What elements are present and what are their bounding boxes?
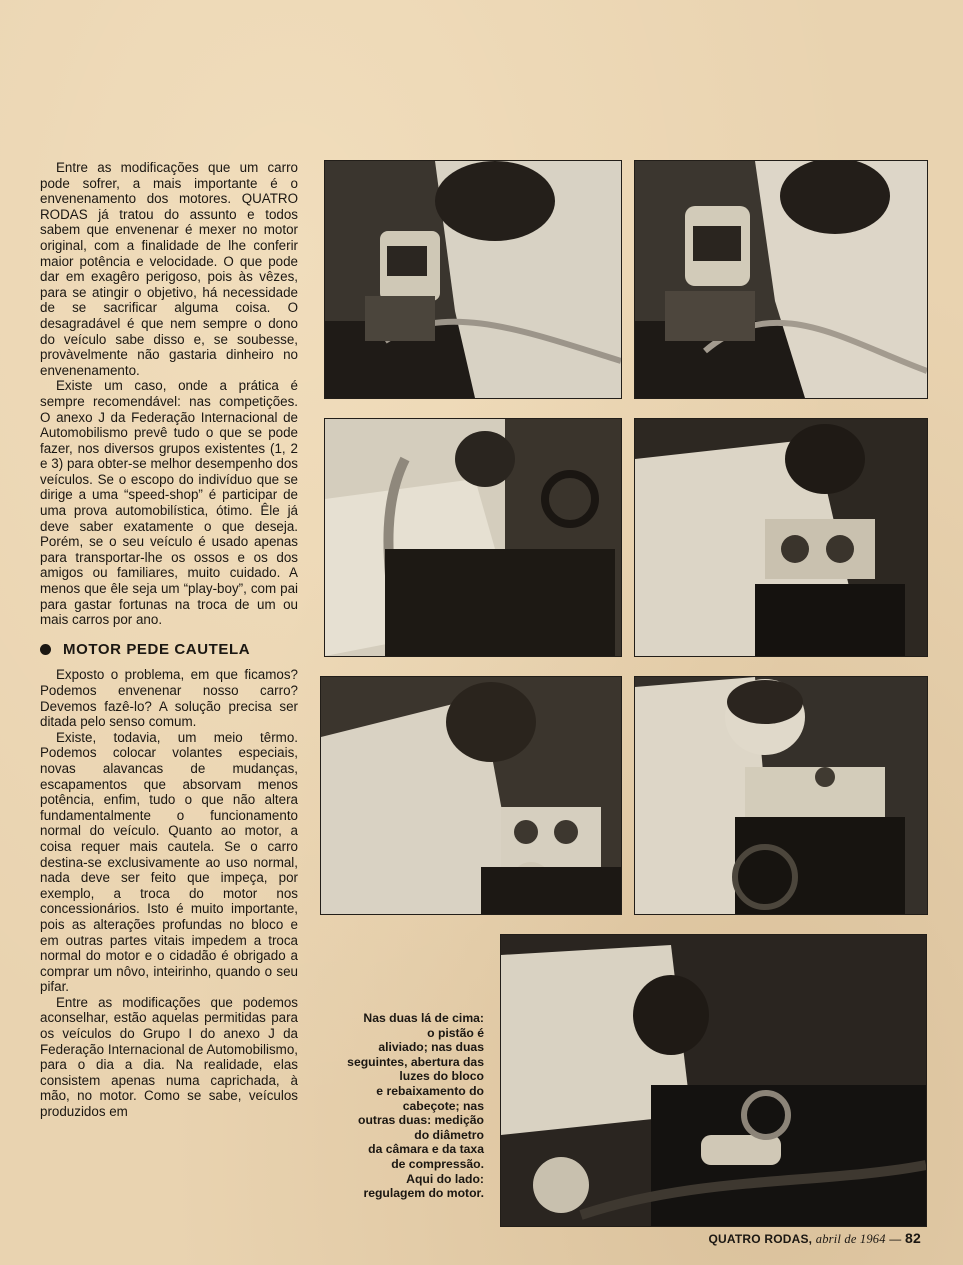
caption-line: Aqui do lado: [406,1171,484,1186]
photo-illustration [325,419,621,656]
caption-line: da câmara e da taxa [368,1142,484,1157]
photo-mechanic-block-ports [324,418,622,657]
photo-caption [318,1011,484,1201]
photo-illustration [635,677,927,914]
section-heading-text: MOTOR PEDE CAUTELA [63,640,251,658]
caption-line: seguintes, abertura das [347,1054,484,1069]
photo-mechanic-cylinder-head [634,418,928,657]
caption-line: outras duas: medição [358,1113,484,1128]
caption-line: de compressão. [391,1156,484,1171]
photo-mechanic-piston-1 [324,160,622,399]
caption-line: cabeçote; nas [402,1098,484,1113]
photo-illustration [635,419,927,656]
photo-mechanic-compression-ratio [634,676,928,915]
footer-separator: — [889,1232,902,1246]
article-paragraph: Existe um caso, onde a prática é sempre recomendável: nas competições. O anexo J da Federação Internacional de Automobilismo prevê tudo o que se pode fazer, nos diversos grupos existentes (1, 2 e 3) para obter-se melhor desempenho dos veículos. Se o escopo do indivíduo que se dirige a uma “speed-shop” é participar de uma prova automobilística, ótimo. Êle já deve saber exatamente o que deseja. Porém, se o seu veículo é usado apenas para transportar-lhe os ossos e os dos amigos ou familiares, muito cuidado. A menos que êle seja um “play-boy”, com pai para gastar fortunas na troca de um ou mais carros por ano. [40,378,298,628]
photo-mechanic-measuring-chamber [320,676,622,915]
caption-line: e rebaixamento do [376,1083,484,1098]
article-paragraph: Exposto o problema, em que ficamos? Podemos envenenar nosso carro? Devemos fazê-lo? A solução precisa ser ditada pelo senso comum. [40,667,298,730]
page-number: 82 [905,1230,921,1246]
section-heading [40,642,298,658]
photo-mechanic-engine-tuning [500,934,927,1227]
page-footer [708,1230,921,1247]
photo-illustration [325,161,621,398]
photo-illustration [635,161,927,398]
photo-illustration [321,677,621,914]
article-paragraph: Entre as modificações que podemos aconselhar, estão aquelas permitidas para os veículos do Grupo I do anexo J da Federação Internacional de Automobilismo, para o dia a dia. Na realidade, elas consistem apenas numa caprichada, à mão, no motor. Como se sabe, veículos produzidos em [40,994,298,1120]
article-paragraph: Existe, todavia, um meio têrmo. Podemos colocar volantes especiais, novas alavancas de mudanças, escapamentos que absorvam menos potência, enfim, tudo o que não altera fundamentalmente o funcionamento normal do veículo. Quanto ao motor, a coisa requer mais cautela. Se o carro destina-se exclusivamente ao uso normal, nada deve ser feito que impeça, por exemplo, a troca do motor nos concessionários. Isto é muito importante, pois as alterações profundas no bloco e em outras partes vitais impedem a troca normal do motor e o cidadão é obrigado a comprar um nôvo, inteirinho, quando o seu pifar. [40,729,298,995]
article-text-column [40,160,298,1120]
caption-line: o pistão é [427,1025,484,1040]
caption-line: luzes do bloco [399,1069,484,1084]
photo-illustration [501,935,926,1226]
issue-date: abril de 1964 [815,1232,886,1246]
caption-line: Nas duas lá de cima: [363,1011,484,1025]
article-paragraph: Entre as modificações que um carro pode sofrer, a mais importante é o envenenamento dos motores. QUATRO RODAS já tratou do assunto e todos sabem que envenenar é mexer no motor original, com a finalidade de lhe conferir maior potência e velocidade. O que pode dar em exagêro perigoso, pois às vêzes, para se atingir o objetivo, há necessidade de se sacrificar alguma coisa. O desagradável é que nem sempre o dono do veículo sabe disso e, se soubesse, provàvelmente não gastaria dinheiro no envenenamento. [40,160,298,378]
caption-line: regulagem do motor. [363,1186,484,1201]
publication-name: QUATRO RODAS, [708,1232,813,1246]
photo-mechanic-piston-2 [634,160,928,399]
caption-line: do diâmetro [414,1127,484,1142]
bullet-icon [40,644,51,655]
caption-line: aliviado; nas duas [378,1040,484,1055]
